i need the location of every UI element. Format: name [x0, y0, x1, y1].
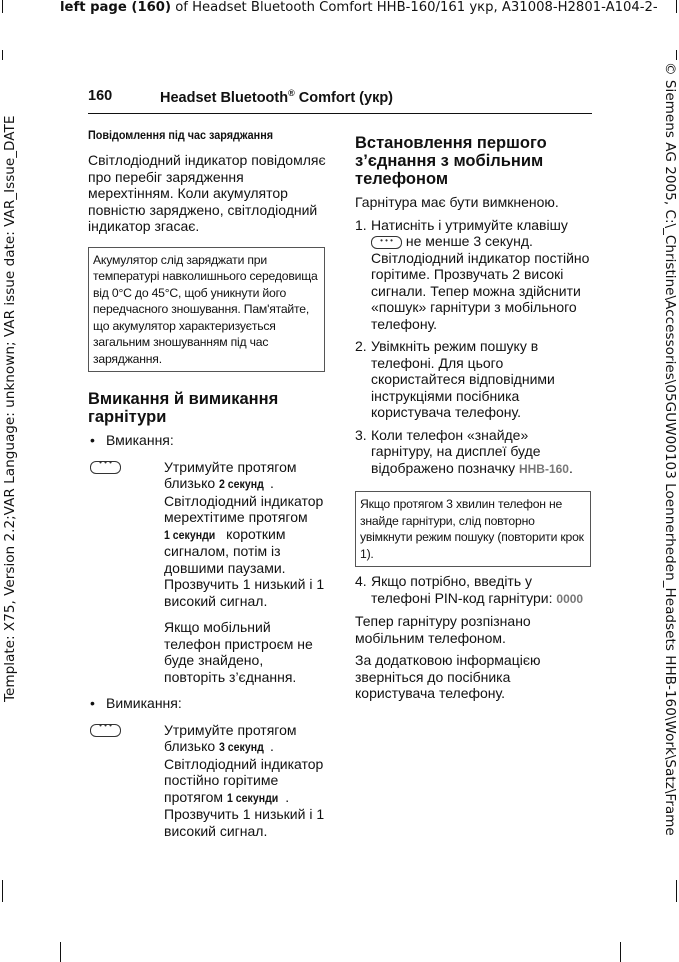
title-main: Headset Bluetooth — [160, 89, 289, 106]
step-4: 4. Якщо потрібно, введіть у телефоні PIN-код гарнітури: 0000 — [355, 573, 584, 606]
title-rest: Comfort (укр) — [294, 89, 394, 106]
right-column — [355, 128, 593, 702]
multifunction-key-icon — [90, 724, 121, 737]
intro-text: Гарнітура має бути вимкненою. — [355, 194, 559, 210]
first-connection-heading: Встановлення першого з’єднання з мобільним телефоном — [355, 134, 547, 188]
copyright-path-vertical: © Siemens AG 2005, C:\_Christine\Accessories\05GUW00103 Loennerheden_Headsets HHB-160\Work\Satz\Frame — [662, 62, 678, 836]
switch-on-instruction — [88, 459, 328, 686]
crop-mark — [2, 0, 3, 13]
page-header — [88, 88, 592, 114]
charging-text: Світлодіодний індикатор повідомляє про перебіг зарядження мерехтінням. Коли акумулятор повністю заряджено, світлодіодний індикатор згасає. — [88, 152, 326, 234]
steps-list-cont — [355, 573, 593, 607]
switch-off-instruction — [88, 722, 328, 840]
more-info-text: За додатковою інформацією зверніться до посібника користувача телефону. — [355, 652, 541, 701]
crop-mark — [60, 942, 61, 962]
switch-on-text: Утримуйте протягом близько 2 секунд . Світлодіодний індикатор мерехтітиме протягом 1 секунди коротким сигналом, потім із довшими паузами. Прозвучить 1 низький і 1 високий сигнал. — [164, 458, 325, 609]
steps-list — [355, 217, 593, 478]
switch-on-label: • Вмикання: — [88, 432, 328, 449]
multifunction-key-icon — [371, 236, 402, 249]
crop-mark — [676, 50, 677, 60]
step-2: 2. Увімкніть режим пошуку в телефоні. Для цього скористайтеся відповідними інструкціями посібника користувача телефону. — [355, 338, 555, 420]
on-off-heading: Вмикання й вимикання гарнітури — [88, 390, 279, 426]
switch-off-label: • Вимикання: — [88, 695, 328, 712]
left-column — [88, 128, 328, 839]
search-timeout-note: Якщо протягом 3 хвилин телефон не знайде гарнітури, слід повторно увімкнути режим пошуку (повторити крок 1). — [355, 491, 591, 567]
charging-subhead: Повідомлення під час заряджання — [88, 128, 274, 142]
display-label: HHB-160 — [518, 461, 569, 476]
step-3: 3. Коли телефон «знайде» гарнітуру, на дисплеї буде відображено позначку HHB-160. — [355, 426, 573, 476]
crop-mark — [676, 0, 677, 13]
switch-on-retry-text: Якщо мобільний телефон пристроєм не буде знайдено, повторіть з’єднання. — [164, 619, 313, 685]
registered-mark: ® — [288, 88, 295, 98]
frame-page-ref: left page (160) — [60, 0, 171, 15]
template-info-vertical: Template: X75, Version 2.2;VAR Language: unknown; VAR issue date: VAR_Issue_DATE — [2, 115, 18, 702]
page-title — [160, 88, 393, 106]
crop-mark — [620, 942, 621, 962]
frame-doc-title: of Headset Bluetooth Comfort HHB-160/161 укр, A31008-H2801-A104-2- — [171, 0, 658, 15]
recognized-text: Тепер гарнітуру розпізнано мобільним телефоном. — [355, 613, 531, 646]
battery-note: Акумулятор слід заряджати при температурі навколишнього середовища від 0°C до 45°C, щоб уникнути його передчасного зношування. Пам'ятайте, що акумулятор характеризується загальним зношуванням під час заряджання. — [88, 247, 325, 373]
step-1: 1. Натисніть і утримуйте клавішу • • • не менше 3 секунд. Світлодіодний індикатор постійно горітиме. Прозвучать 2 високі сигнали. Тепер можна здійснити «пошук» гарнітури з мобільного телефону. — [355, 217, 593, 333]
frame-info-top — [60, 0, 670, 16]
pin-code: 0000 — [556, 591, 584, 606]
crop-mark — [2, 50, 3, 60]
page-number: 160 — [88, 88, 113, 104]
multifunction-key-icon — [90, 461, 121, 474]
switch-off-text: Утримуйте протягом близько 3 секунд . Світлодіодний індикатор постійно горітиме протягом 1 секунди . Прозвучить 1 низький і 1 високий сигнал. — [164, 721, 325, 839]
crop-mark — [2, 880, 3, 902]
